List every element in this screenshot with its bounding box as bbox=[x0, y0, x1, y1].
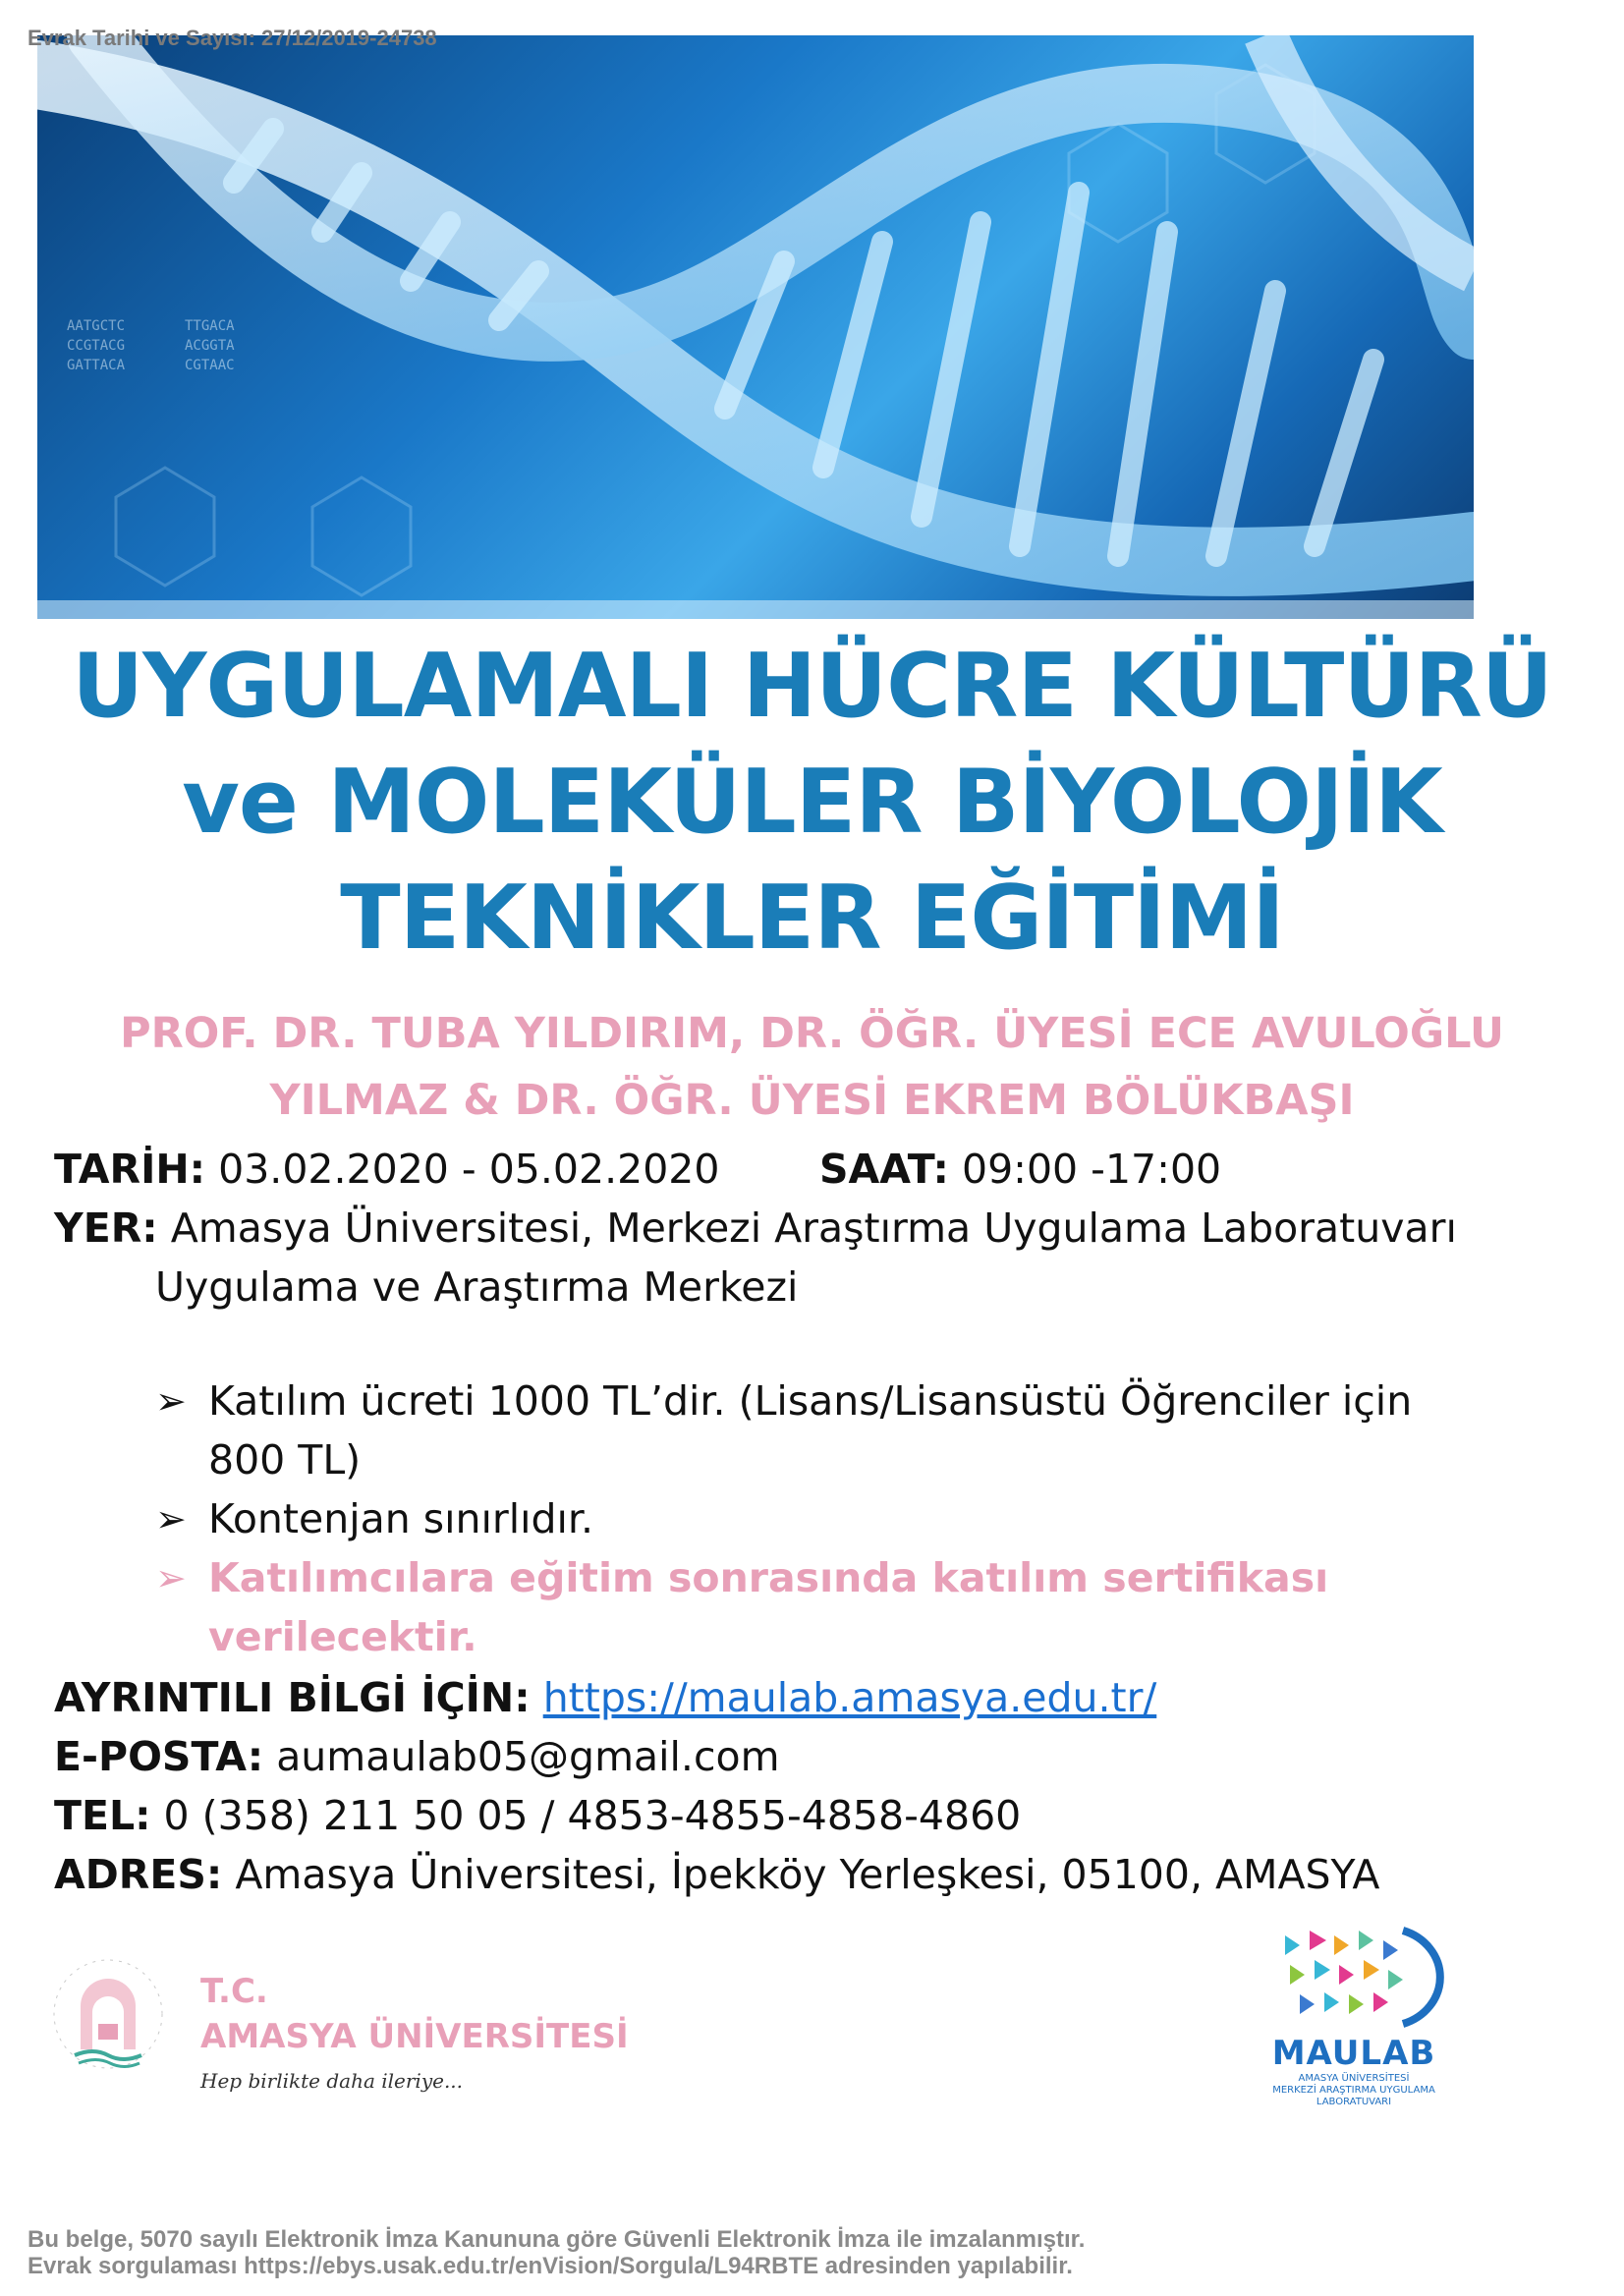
maulab-sub-1: AMASYA ÜNİVERSİTESİ bbox=[1298, 2073, 1410, 2084]
details-link[interactable]: https://maulab.amasya.edu.tr/ bbox=[542, 1674, 1157, 1721]
university-motto: Hep birlikte daha ileriye... bbox=[200, 2069, 464, 2093]
phone-label: TEL: bbox=[54, 1792, 151, 1839]
address-row bbox=[54, 1845, 1379, 1904]
place-line-2: Uygulama ve Araştırma Merkezi bbox=[155, 1263, 799, 1311]
arrow-bullet-icon: ➢ bbox=[155, 1379, 187, 1423]
fee-line-1: Katılım ücreti 1000 TL’dir. (Lisans/Lisansüstü Öğrenciler için bbox=[208, 1377, 1413, 1425]
list-item bbox=[155, 1489, 1432, 1548]
svg-text:CGTAAC: CGTAAC bbox=[185, 358, 235, 373]
bullet-list bbox=[155, 1372, 1432, 1666]
details-label: AYRINTILI BİLGİ İÇİN: bbox=[54, 1674, 531, 1721]
place-label: YER: bbox=[54, 1204, 158, 1252]
time-row bbox=[819, 1140, 1221, 1199]
fee-line-2: 800 TL) bbox=[208, 1436, 362, 1484]
place-row bbox=[54, 1199, 1457, 1258]
maulab-mosaic-icon bbox=[1256, 1916, 1452, 2034]
address-value: Amasya Üniversitesi, İpekköy Yerleşkesi, 05100, AMASYA bbox=[235, 1851, 1380, 1898]
svg-text:AATGCTC: AATGCTC bbox=[67, 318, 126, 334]
phone-value: 0 (358) 211 50 05 / 4853-4855-4858-4860 bbox=[163, 1792, 1022, 1839]
dna-banner-image bbox=[37, 35, 1474, 619]
amasya-university-seal-icon bbox=[49, 1955, 167, 2073]
footer-line-1: Bu belge, 5070 sayılı Elektronik İmza Kanununa göre Güvenli Elektronik İmza ile imzalanmıştır. bbox=[28, 2226, 1086, 2253]
details-row bbox=[54, 1668, 1156, 1727]
time-value: 09:00 -17:00 bbox=[961, 1146, 1222, 1193]
document-date-stamp: Evrak Tarihi ve Sayısı: 27/12/2019-24738 bbox=[28, 26, 437, 50]
university-name: AMASYA ÜNİVERSİTESİ bbox=[200, 2017, 629, 2056]
maulab-name: MAULAB bbox=[1271, 2034, 1436, 2073]
speakers-line-1: PROF. DR. TUBA YILDIRIM, DR. ÖĞR. ÜYESİ ECE AVULOĞLU bbox=[120, 1009, 1504, 1058]
svg-text:CCGTACG: CCGTACG bbox=[67, 338, 126, 354]
date-value: 03.02.2020 - 05.02.2020 bbox=[218, 1146, 720, 1193]
event-title bbox=[0, 629, 1624, 977]
list-item bbox=[155, 1548, 1432, 1666]
e-signature-footer bbox=[28, 2226, 1085, 2279]
email-label: E-POSTA: bbox=[54, 1733, 264, 1780]
footer-line-2: Evrak sorgulaması https://ebys.usak.edu.tr/enVision/Sorgula/L94RBTE adresinden yapılabilir. bbox=[28, 2253, 1073, 2279]
place-line-1: Amasya Üniversitesi, Merkezi Araştırma Uygulama Laboratuvarı bbox=[170, 1204, 1457, 1252]
certificate-line-1: Katılımcılara eğitim sonrasında katılım sertifikası bbox=[208, 1554, 1329, 1601]
email-row bbox=[54, 1727, 780, 1786]
quota-text: Kontenjan sınırlıdır. bbox=[208, 1495, 594, 1542]
university-name-block bbox=[200, 1969, 629, 2093]
maulab-logo bbox=[1256, 1916, 1452, 2112]
title-line-2: ve MOLEKÜLER BİYOLOJİK bbox=[182, 751, 1442, 854]
arrow-bullet-icon: ➢ bbox=[155, 1556, 187, 1599]
title-line-3: TEKNİKLER EĞİTİMİ bbox=[340, 867, 1284, 970]
address-label: ADRES: bbox=[54, 1851, 223, 1898]
university-tc: T.C. bbox=[200, 1972, 268, 2011]
svg-text:TTGACA: TTGACA bbox=[185, 318, 235, 334]
certificate-line-2: verilecektir. bbox=[208, 1613, 477, 1660]
maulab-sub-3: LABORATUVARI bbox=[1316, 2097, 1392, 2107]
arrow-bullet-icon: ➢ bbox=[155, 1497, 187, 1540]
title-line-1: UYGULAMALI HÜCRE KÜLTÜRÜ bbox=[72, 635, 1552, 738]
svg-text:ACGGTA: ACGGTA bbox=[185, 338, 235, 354]
svg-text:GATTACA: GATTACA bbox=[67, 358, 126, 373]
email-value: aumaulab05@gmail.com bbox=[276, 1733, 780, 1780]
time-label: SAAT: bbox=[819, 1146, 949, 1193]
maulab-sub-2: MERKEZİ ARAŞTIRMA UYGULAMA bbox=[1272, 2085, 1435, 2096]
speakers-block bbox=[0, 1000, 1624, 1134]
list-item bbox=[155, 1372, 1432, 1489]
dna-helix-illustration bbox=[37, 35, 1474, 619]
date-label: TARİH: bbox=[54, 1146, 206, 1193]
phone-row bbox=[54, 1786, 1021, 1845]
speakers-line-2: YILMAZ & DR. ÖĞR. ÜYESİ EKREM BÖLÜKBAŞI bbox=[269, 1076, 1355, 1125]
date-row bbox=[54, 1140, 719, 1199]
